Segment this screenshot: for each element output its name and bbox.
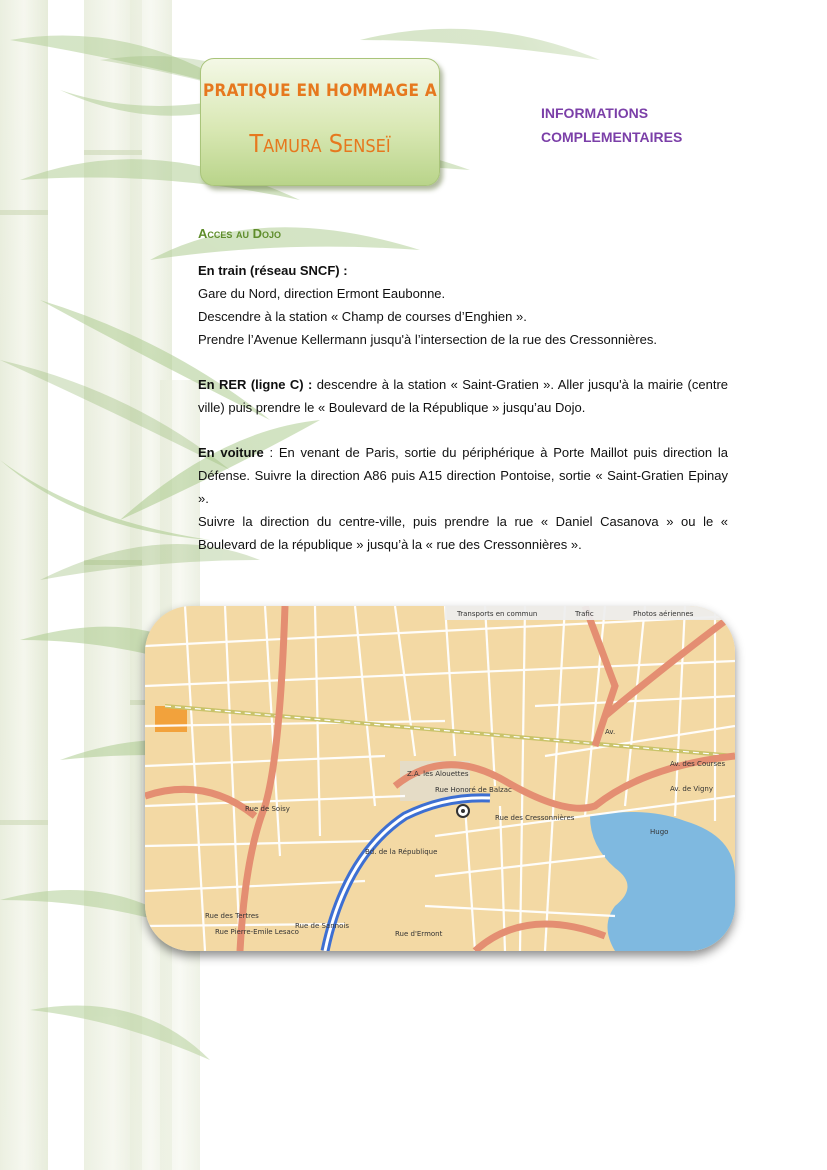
train-label: En train (réseau SNCF) : xyxy=(198,263,348,278)
label-ermont: Rue d'Ermont xyxy=(395,930,443,938)
directions-text xyxy=(198,259,728,556)
title-line-2: Tamura Senseï xyxy=(249,129,391,158)
label-soisy: Rue de Soisy xyxy=(245,805,290,813)
train-paragraph xyxy=(198,259,728,282)
info-heading-line-2: COMPLEMENTAIRES xyxy=(541,129,683,145)
car-text: : En venant de Paris, sortie du périphérique à Porte Maillot puis direction la Défense. Suivre la direction A86 puis A15 direction Pontoise, sortie « Saint-Gratien Epinay ». xyxy=(198,445,728,506)
train-line-3: Prendre l’Avenue Kellermann jusqu'à l’intersection de la rue des Cressonnières. xyxy=(198,332,657,347)
label-emile: Rue Pierre-Emile Lesaco xyxy=(215,928,299,936)
label-za: Z.A. les Alouettes xyxy=(407,770,469,778)
rer-text: descendre à la station « Saint-Gratien ». Aller jusqu'à la mairie (centre ville) puis prendre le « Boulevard de la République » jusqu’au Dojo. xyxy=(198,377,728,415)
info-heading xyxy=(541,101,741,149)
toolbar-traffic-button[interactable]: Trafic xyxy=(575,610,594,618)
rer-paragraph xyxy=(198,373,728,419)
train-line-2: Descendre à la station « Champ de courses d’Enghien ». xyxy=(198,309,527,324)
car-label: En voiture xyxy=(198,445,264,460)
map[interactable] xyxy=(145,606,735,951)
orange-block xyxy=(155,706,187,732)
car-line-2: Suivre la direction du centre-ville, puis prendre la rue « Daniel Casanova » ou le « Boulevard de la république » jusqu’à la « rue des Cressonnières ». xyxy=(198,514,728,552)
label-sannois: Rue de Sannois xyxy=(295,922,349,930)
label-courses: Av. des Courses xyxy=(670,760,726,768)
label-hugo: Hugo xyxy=(650,828,669,836)
car-paragraph xyxy=(198,441,728,510)
label-tertres: Rue des Tertres xyxy=(205,912,259,920)
toolbar-aerial-button[interactable]: Photos aériennes xyxy=(633,610,694,618)
label-balzac: Rue Honoré de Balzac xyxy=(435,786,512,794)
label-vigny: Av. de Vigny xyxy=(670,785,714,793)
label-republique: Bd. de la République xyxy=(365,848,438,856)
section-heading: Acces au Dojo xyxy=(198,226,282,241)
info-heading-line-1: INFORMATIONS xyxy=(541,105,649,121)
toolbar-transit-button[interactable]: Transports en commun xyxy=(457,610,538,618)
title-box xyxy=(200,58,440,186)
train-line-1: Gare du Nord, direction Ermont Eaubonne. xyxy=(198,286,446,301)
title-line-1: PRATIQUE EN HOMMAGE A xyxy=(203,81,437,101)
label-cressonnieres: Rue des Cressonnières xyxy=(495,814,575,822)
label-avenue: Av. xyxy=(605,728,616,736)
rer-label: En RER (ligne C) : xyxy=(198,377,313,392)
